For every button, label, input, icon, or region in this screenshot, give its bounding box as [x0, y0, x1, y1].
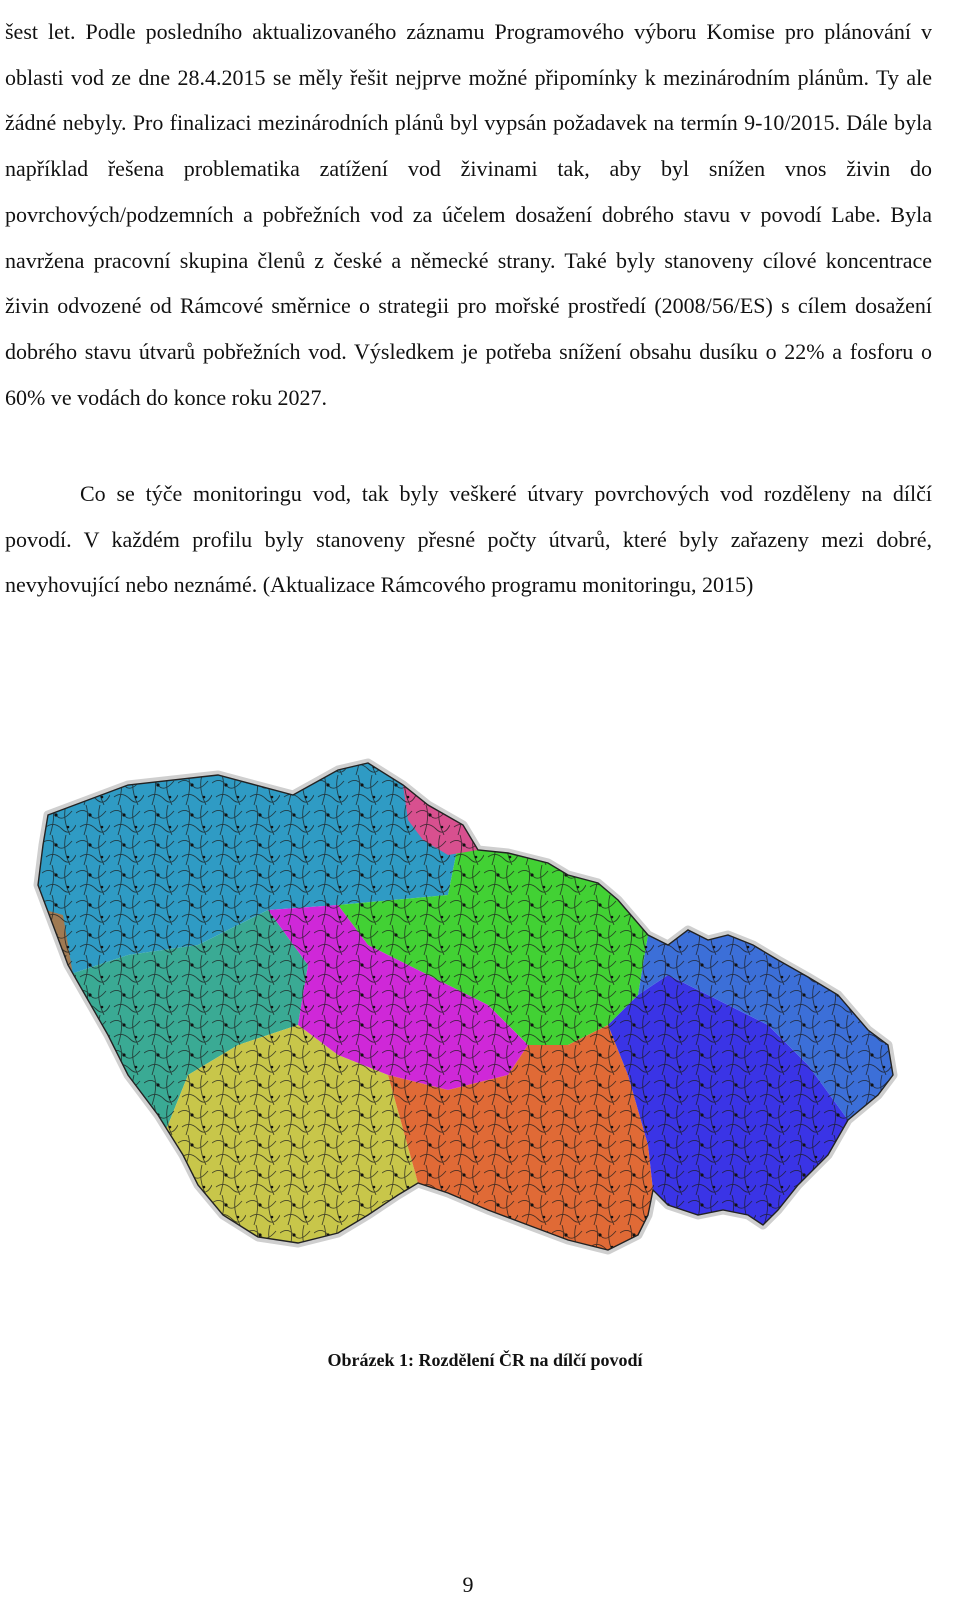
figure-map — [8, 745, 908, 1305]
page-number: 9 — [462, 1572, 474, 1597]
figure-caption: Obrázek 1: Rozdělení ČR na dílčí povodí — [327, 1350, 643, 1370]
paragraph-1-text: šest let. Podle posledního aktualizovaného záznamu Programového výboru Komise pro plánování v oblasti vod ze dne 28.4.2015 se měly řešit nejprve možné připomínky k mezinárodním plánům. Ty ale žádné nebyly. Pro finalizaci mezinárodních plánů byl vypsán požadavek na termín 9-10/2015. Dále byla například řešena problematika zatížení vod živinami tak, aby byl snížen vnos živin do povrchových/podzemních a pobřežních vod za účelem dosažení dobrého stavu v povodí Labe. Byla navržena pracovní skupina členů z české a německé strany. Také byly stanoveny cílové koncentrace živin odvozené od Rámcové směrnice o strategii pro mořské prostředí (2008/56/ES) s cílem dosažení dobrého stavu útvarů pobřežních vod. Výsledkem je potřeba snížení obsahu dusíku o 22% a fosforu o 60% ve vodách do konce roku 2027. — [5, 19, 932, 410]
paragraph-2 — [5, 471, 932, 608]
czech-river-basin-map — [8, 745, 908, 1305]
paragraph-2-text: Co se týče monitoringu vod, tak byly veškeré útvary povrchových vod rozděleny na dílčí povodí. V každém profilu byly stanoveny přesné počty útvarů, které byly zařazeny mezi dobré, nevyhovující nebo neznámé. (Aktualizace Rámcového programu monitoringu, 2015) — [5, 481, 932, 598]
paragraph-1 — [5, 9, 932, 420]
